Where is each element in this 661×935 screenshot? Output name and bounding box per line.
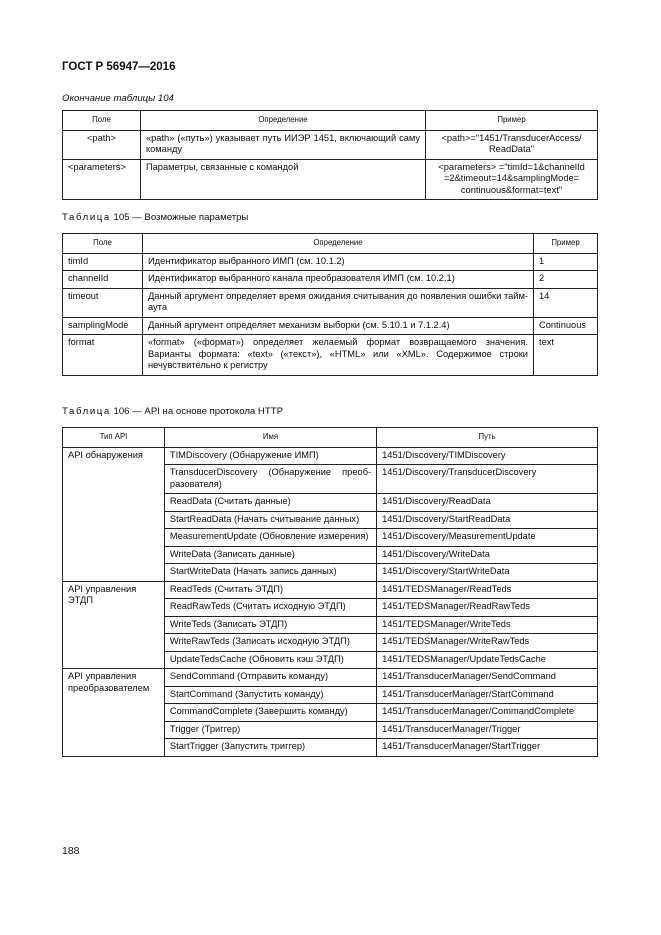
caption-label: Таблица [62, 406, 111, 417]
table-cell: ReadRawTeds (Считать исходную ЭТДП) [164, 599, 376, 617]
table-cell: MeasurementUpdate (Обновление измерения) [164, 529, 376, 547]
table-cell: WriteTeds (Записать ЭТДП) [164, 616, 376, 634]
table-cell: 1451/TEDSManager/ReadRawTeds [377, 599, 598, 617]
table-104 [62, 110, 598, 200]
table-105-caption [62, 212, 248, 223]
api-type-cell: API управления ЭТДП [63, 581, 165, 669]
table-cell: 1451/TransducerManager/CommandComplete [377, 704, 598, 722]
column-header: Поле [63, 234, 143, 254]
table-cell: Идентификатор выбранного ИМП (см. 10.1.2) [142, 253, 533, 271]
table-cell: Continuous [534, 317, 598, 335]
table-cell: 14 [534, 288, 598, 317]
column-header: Пример [534, 234, 598, 254]
table-cell: 1451/Discovery/StartWriteData [377, 564, 598, 582]
table-cell: ReadData (Считать данные) [164, 494, 376, 512]
table-cell: StartTrigger (Запустить триггер) [164, 739, 376, 757]
column-header: Пример [426, 111, 598, 131]
page-number: 188 [62, 845, 80, 857]
table-cell: «path» («путь») указывает путь ИИЭР 1451, включающий саму команду [140, 130, 425, 159]
table-row [63, 159, 598, 200]
table-row [63, 317, 598, 335]
table-cell: Данный аргумент определяет время ожидания считывания до появления ошибки тайм-аута [142, 288, 533, 317]
table-row [63, 669, 598, 687]
table-cell: ReadTeds (Считать ЭТДП) [164, 581, 376, 599]
table-106-caption [62, 406, 283, 417]
table-cell: timId [63, 253, 143, 271]
table-cell: Параметры, связанные с командой [140, 159, 425, 200]
table-cell: TransducerDiscovery (Обнаружение преоб-разователя) [164, 465, 376, 494]
column-header: Имя [164, 428, 376, 448]
table-cell: 1451/TEDSManager/WriteTeds [377, 616, 598, 634]
table-cell: 1451/TEDSManager/WriteRawTeds [377, 634, 598, 652]
table-cell: 1451/Discovery/TransducerDiscovery [377, 465, 598, 494]
table-cell: samplingMode [63, 317, 143, 335]
table-cell: StartReadData (Начать считывание данных) [164, 511, 376, 529]
table-cell: 1451/Discovery/WriteData [377, 546, 598, 564]
table-row [63, 335, 598, 376]
column-header: Путь [377, 428, 598, 448]
api-type-cell: API обнаружения [63, 447, 165, 581]
table-cell: 1451/TransducerManager/SendCommand [377, 669, 598, 687]
table-cell: CommandComplete (Завершить команду) [164, 704, 376, 722]
table-row [63, 447, 598, 465]
table-cell: timeout [63, 288, 143, 317]
table-cell: 1451/TEDSManager/ReadTeds [377, 581, 598, 599]
table-row [63, 288, 598, 317]
table-cell: Идентификатор выбранного канала преобразователя ИМП (см. 10.2.1) [142, 271, 533, 289]
caption-text: 105 — Возможные параметры [113, 212, 249, 223]
table-cell: <path> [63, 130, 141, 159]
table-row [63, 271, 598, 289]
table-header-row [63, 428, 598, 448]
column-header: Определение [142, 234, 533, 254]
table-row [63, 130, 598, 159]
table-cell: format [63, 335, 143, 376]
table-cell: <parameters> [63, 159, 141, 200]
table-cell: 1451/TransducerManager/StartCommand [377, 686, 598, 704]
table-row [63, 581, 598, 599]
caption-text: 106 — API на основе протокола HTTP [113, 406, 283, 417]
table-cell: TIMDiscovery (Обнаружение ИМП) [164, 447, 376, 465]
table-cell: 1451/Discovery/TIMDiscovery [377, 447, 598, 465]
table-cell: WriteRawTeds (Записать исходную ЭТДП) [164, 634, 376, 652]
table-cell: StartCommand (Запустить команду) [164, 686, 376, 704]
table-cell: 1451/TransducerManager/Trigger [377, 721, 598, 739]
table-cell: 2 [534, 271, 598, 289]
table-cell: UpdateTedsCache (Обновить кэш ЭТДП) [164, 651, 376, 669]
table-cell: Trigger (Триггер) [164, 721, 376, 739]
table-105 [62, 233, 598, 376]
table-header-row [63, 111, 598, 131]
table-cell: StartWriteData (Начать запись данных) [164, 564, 376, 582]
table-cell: 1451/Discovery/StartReadData [377, 511, 598, 529]
table-cell: 1451/Discovery/MeasurementUpdate [377, 529, 598, 547]
table-cell: <path>="1451/TransducerAccess/ ReadData" [426, 130, 598, 159]
column-header: Тип API [63, 428, 165, 448]
table-cell: 1451/TransducerManager/StartTrigger [377, 739, 598, 757]
table-cell: Данный аргумент определяет механизм выборки (см. 5.10.1 и 7.1.2.4) [142, 317, 533, 335]
table-cell: 1 [534, 253, 598, 271]
table-cell: 1451/Discovery/ReadData [377, 494, 598, 512]
table-cell: WriteData (Записать данные) [164, 546, 376, 564]
table-cell: text [534, 335, 598, 376]
api-type-cell: API управления преобразователем [63, 669, 165, 757]
table-cell: <parameters> ="timId=1&channelId =2&timeout=14&samplingMode= continuous&format=text" [426, 159, 598, 200]
column-header: Поле [63, 111, 141, 131]
table-cell: SendCommand (Отправить команду) [164, 669, 376, 687]
table-row [63, 253, 598, 271]
table-cell: «format» («формат») определяет желаемый формат возвращаемого значения. Варианты формата: «text» («текст»), «HTML» или «XML». Содержимое строки нечувствительно к регистру [142, 335, 533, 376]
table-104-caption: Окончание таблицы 104 [62, 93, 174, 104]
column-header: Определение [140, 111, 425, 131]
table-header-row [63, 234, 598, 254]
table-cell: channelId [63, 271, 143, 289]
caption-label: Таблица [62, 212, 111, 223]
document-header: ГОСТ Р 56947—2016 [62, 61, 176, 73]
table-106 [62, 427, 598, 757]
table-cell: 1451/TEDSManager/UpdateTedsCache [377, 651, 598, 669]
